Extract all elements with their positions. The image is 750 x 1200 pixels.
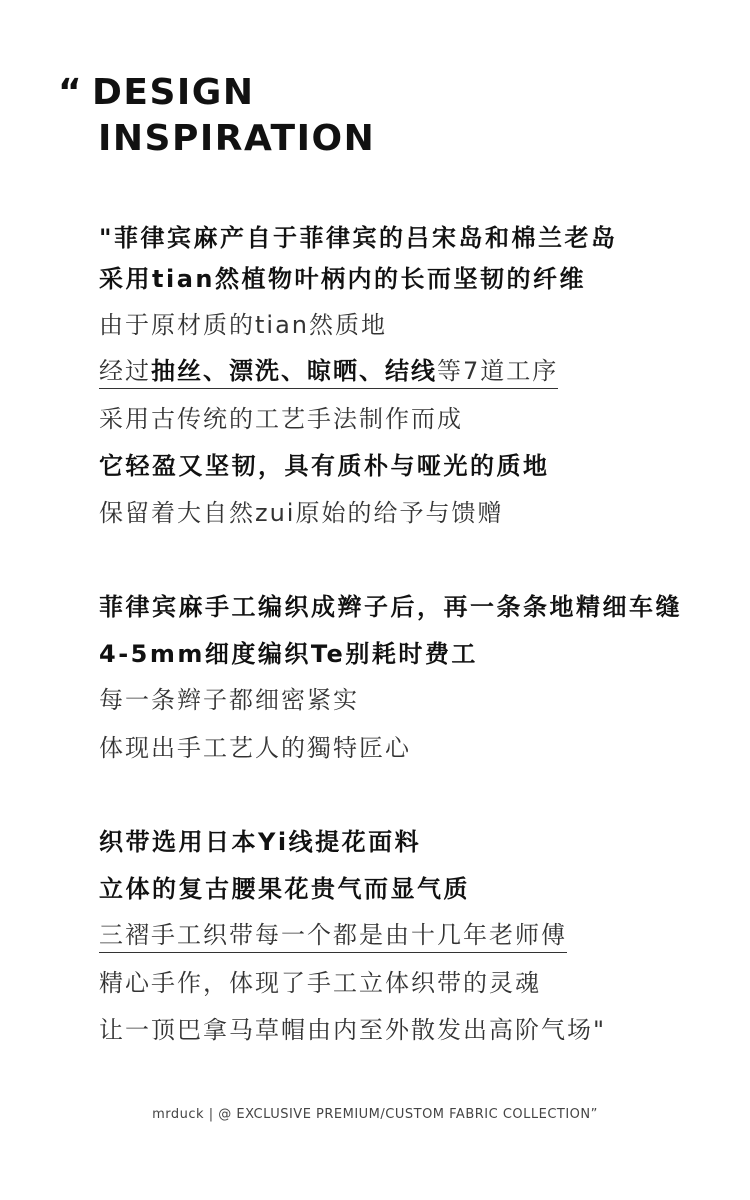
section3-line-3: 三褶手工织带每一个都是由十几年老师傅 [99, 920, 567, 953]
section3-line-2: 立体的复古腰果花贵气而显气质 [99, 875, 470, 903]
section2-line-4: 体现出手工艺人的獨特匠心 [99, 734, 411, 762]
section2-line-1: 菲律宾麻手工编织成辫子后，再一条条地精细车缝 [99, 593, 682, 621]
section1-line-4-prefix: 经过 [99, 357, 151, 385]
section3-line-1: 织带选用日本Yi线提花面料 [99, 828, 422, 856]
heading-line-1: DESIGN [92, 72, 255, 113]
quote-mark-icon: “ [58, 72, 84, 113]
page-heading [58, 70, 375, 162]
section1-line-4 [99, 356, 558, 389]
section2-line-2: 4-5mm细度编织Te别耗时费工 [99, 640, 478, 668]
heading-line-2: INSPIRATION [98, 118, 376, 159]
section1-line-2: 采用tian然植物叶柄内的长而坚韧的纤维 [99, 265, 586, 293]
section1-line-1: "菲律宾麻产自于菲律宾的吕宋岛和棉兰老岛 [99, 224, 618, 252]
section3-line-5: 让一顶巴拿马草帽由内至外散发出高阶气场" [99, 1016, 607, 1044]
section1-line-7: 保留着大自然zui原始的给予与馈赠 [99, 499, 504, 527]
section1-line-4-process: 抽丝、漂洗、晾晒、结线 [151, 357, 437, 385]
section1-line-3: 由于原材质的tian然质地 [99, 311, 387, 339]
section3-line-4: 精心手作，体现了手工立体织带的灵魂 [99, 969, 541, 997]
section1-line-5: 采用古传统的工艺手法制作而成 [99, 405, 463, 433]
section2-line-3: 每一条辫子都细密紧实 [99, 686, 359, 714]
section1-line-4-suffix: 等7道工序 [437, 357, 559, 385]
section1-line-6: 它轻盈又坚韧，具有质朴与哑光的质地 [99, 452, 550, 480]
footer-brand-line: mrduck | @ EXCLUSIVE PREMIUM/CUSTOM FABRIC COLLECTION” [152, 1107, 598, 1122]
